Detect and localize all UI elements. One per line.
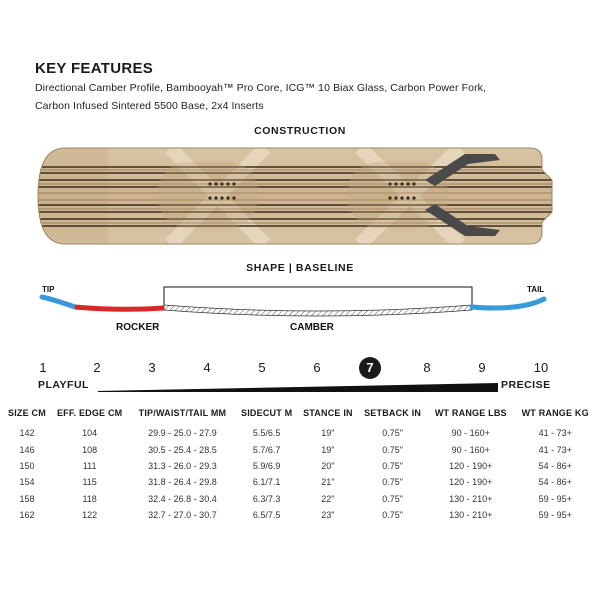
page-title: KEY FEATURES [35,60,154,77]
table-cell: 162 [19,510,35,521]
tip-label: TIP [42,285,55,294]
scale-high-label: PRECISE [501,379,551,391]
table-cell: 115 [82,477,97,488]
table-cell: 0.75" [382,493,403,504]
table-cell: 0.75" [382,510,403,521]
table-cell: 130 - 210+ [449,510,493,521]
features-line-2: Carbon Infused Sintered 5500 Base, 2x4 Inserts [35,100,264,112]
table-cell: 90 - 160+ [451,444,490,455]
tail-rocker-segment [472,299,544,308]
table-cell: 108 [82,444,98,455]
column-header: TIP/WAIST/TAIL MM [138,408,227,418]
table-cell: 0.75" [382,444,403,455]
table-cell: 5.9/6.9 [252,460,281,471]
table-cell: 30.5 - 25.4 - 28.5 [148,444,217,455]
table-cell: 0.75" [382,428,403,439]
table-cell: 0.75" [382,460,403,471]
scale-number: 8 [423,360,431,375]
column-header: EFF. EDGE CM [56,408,123,418]
table-cell: 31.8 - 26.4 - 29.8 [148,477,217,488]
scale-number: 6 [313,360,321,375]
table-cell: 122 [82,510,98,521]
spec-table-header-row [4,408,596,425]
scale-number: 9 [478,360,486,375]
table-cell: 32.7 - 27.0 - 30.7 [148,510,217,521]
column-header: SETBACK IN [364,408,422,418]
table-cell: 31.3 - 26.0 - 29.3 [148,460,217,471]
construction-heading: CONSTRUCTION [254,125,346,137]
table-row [4,425,596,441]
rocker-segment [75,307,164,309]
table-cell: 154 [19,477,35,488]
table-cell: 23" [321,510,335,521]
table-cell: 111 [82,460,97,471]
table-cell: 5.5/6.5 [252,428,281,439]
scale-number: 1 [39,360,47,375]
table-cell: 19" [321,428,335,439]
tail-label: TAIL [527,285,545,294]
camber-label: CAMBER [290,322,334,333]
table-cell: 20" [321,460,335,471]
table-cell: 41 - 73+ [538,428,572,439]
table-cell: 5.7/6.7 [252,444,281,455]
rocker-label: ROCKER [116,322,160,333]
scale-selected-marker: 7 [359,357,381,379]
column-header: WT RANGE LBS [434,408,507,418]
table-cell: 118 [82,493,97,504]
scale-number: 10 [533,360,549,375]
table-cell: 104 [82,428,98,439]
table-cell: 32.4 - 26.8 - 30.4 [148,493,217,504]
scale-number: 5 [258,360,266,375]
table-row [4,507,596,523]
table-cell: 120 - 190+ [449,460,493,471]
table-row [4,441,596,457]
features-line-1: Directional Camber Profile, Bambooyah™ Pro Core, ICG™ 10 Biax Glass, Carbon Power Fork, [35,82,487,94]
scale-number: 2 [93,360,101,375]
table-cell: 41 - 73+ [538,444,572,455]
table-cell: 142 [19,428,35,439]
scale-low-label: PLAYFUL [38,379,89,391]
table-cell: 19" [321,444,335,455]
flex-scale-wedge [98,382,500,394]
table-cell: 90 - 160+ [451,428,490,439]
column-header: STANCE IN [303,408,353,418]
table-row [4,491,596,507]
table-cell: 6.1/7.1 [252,477,281,488]
table-cell: 29.9 - 25.0 - 27.9 [148,428,217,439]
table-row [4,474,596,490]
board-profile-illustration [30,280,570,340]
board-construction-illustration [30,140,570,252]
table-cell: 130 - 210+ [449,493,493,504]
table-cell: 59 - 95+ [538,510,572,521]
table-cell: 120 - 190+ [449,477,493,488]
column-header: WT RANGE KG [521,408,589,418]
spec-table [4,408,596,523]
table-cell: 6.5/7.5 [252,510,281,521]
table-cell: 54 - 86+ [538,477,572,488]
table-cell: 158 [19,493,35,504]
table-cell: 54 - 86+ [538,460,572,471]
table-cell: 21" [321,477,335,488]
table-cell: 146 [19,444,35,455]
scale-number: 3 [148,360,156,375]
table-cell: 150 [19,460,35,471]
table-cell: 0.75" [382,477,403,488]
table-cell: 59 - 95+ [538,493,572,504]
column-header: SIDECUT M [241,408,293,418]
table-row [4,458,596,474]
scale-number: 4 [203,360,211,375]
tip-rocker-segment [42,297,75,307]
table-cell: 6.3/7.3 [252,493,281,504]
table-cell: 22" [321,493,335,504]
shape-baseline-heading: SHAPE | BASELINE [246,262,354,274]
column-header: SIZE CM [8,408,46,418]
